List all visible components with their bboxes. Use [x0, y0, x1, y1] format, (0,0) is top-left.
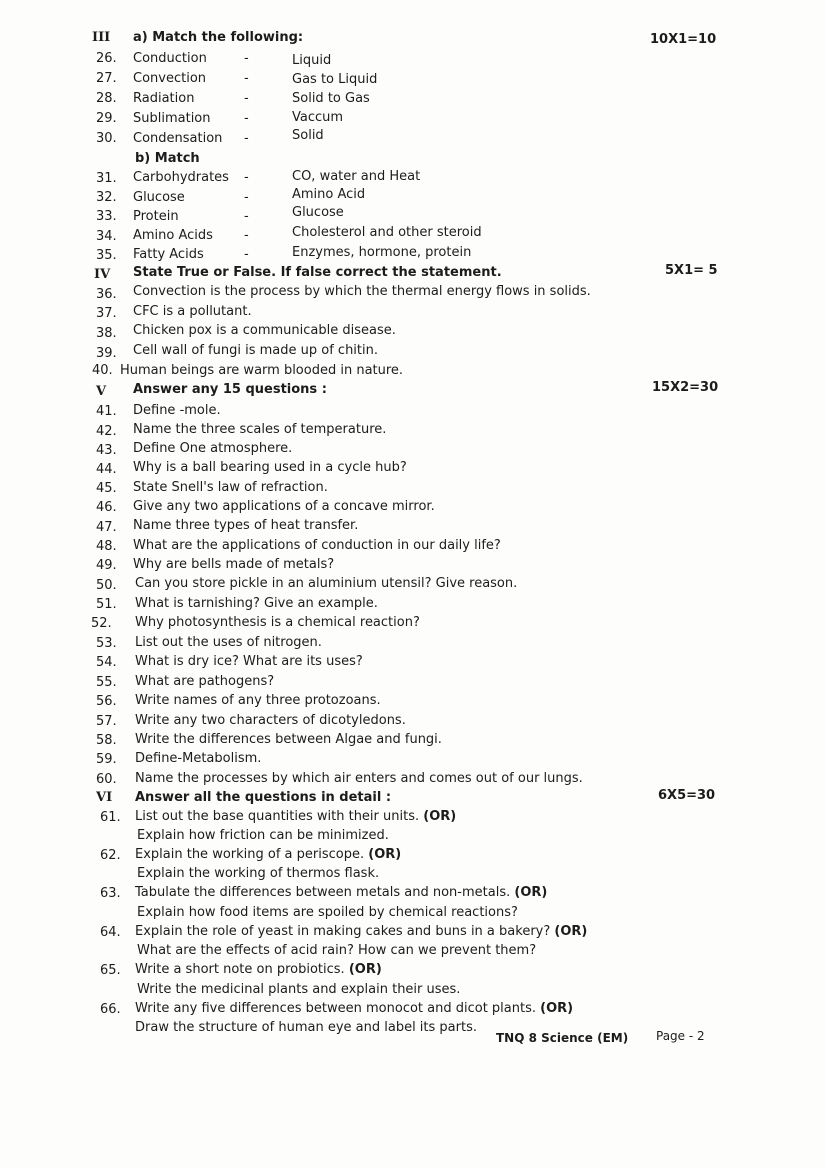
question-option-a: Write any five differences between monocot and dicot plants. (OR)	[135, 1001, 574, 1016]
question-text: Write the differences between Algae and fungi.	[135, 732, 442, 747]
match-right: CO, water and Heat	[292, 169, 421, 184]
question-text: Why photosynthesis is a chemical reaction?	[135, 615, 420, 630]
match-left: Convection	[133, 71, 207, 86]
match-dash: -	[244, 71, 249, 86]
question-number: 46.	[96, 500, 117, 515]
question-number: 55.	[96, 675, 117, 690]
question-text: Name the processes by which air enters and comes out of our lungs.	[135, 771, 583, 786]
question-number: 58.	[96, 733, 117, 748]
question-number: 63.	[100, 886, 121, 901]
question-text: Name three types of heat transfer.	[133, 518, 359, 533]
question-number: 30.	[96, 131, 117, 146]
question-text: What are pathogens?	[135, 674, 275, 689]
question-number: 40.	[92, 363, 113, 378]
question-number: 59.	[96, 752, 117, 767]
question-number: 43.	[96, 443, 117, 458]
question-number: 50.	[96, 578, 117, 593]
footer-label: TNQ 8 Science (EM)	[496, 1031, 629, 1045]
match-left: Radiation	[133, 91, 195, 106]
match-right: Enzymes, hormone, protein	[292, 245, 472, 260]
or-label: (OR)	[348, 962, 382, 977]
question-number: 44.	[96, 462, 117, 477]
match-left: Protein	[133, 209, 179, 224]
match-right: Solid	[292, 128, 324, 143]
question-number: 53.	[96, 636, 117, 651]
match-left: Fatty Acids	[133, 247, 204, 262]
question-number: 35.	[96, 248, 117, 263]
question-number: 66.	[100, 1002, 121, 1017]
question-text: Why are bells made of metals?	[133, 557, 335, 572]
page-number: Page - 2	[656, 1029, 705, 1043]
question-number: 41.	[96, 404, 117, 419]
question-option-b: Explain how food items are spoiled by chemical reactions?	[137, 905, 518, 920]
match-dash: -	[244, 131, 249, 146]
match-right: Solid to Gas	[292, 91, 370, 106]
match-dash: -	[244, 51, 249, 66]
question-text: What is dry ice? What are its uses?	[135, 654, 363, 669]
match-dash: -	[244, 91, 249, 106]
or-label: (OR)	[514, 885, 548, 900]
question-number: 28.	[96, 91, 117, 106]
question-number: 48.	[96, 539, 117, 554]
question-text: Define -mole.	[133, 403, 221, 418]
question-number: 62.	[100, 848, 121, 863]
section-IV-heading: State True or False. If false correct the statement.	[133, 265, 502, 280]
question-number: 60.	[96, 772, 117, 787]
question-number: 64.	[100, 925, 121, 940]
question-option-b: What are the effects of acid rain? How can we prevent them?	[137, 943, 537, 958]
question-text: Convection is the process by which the thermal energy flows in solids.	[133, 284, 591, 299]
question-text: Can you store pickle in an aluminium utensil? Give reason.	[135, 576, 518, 591]
question-text: Write any two characters of dicotyledons.	[135, 713, 406, 728]
question-text: Name the three scales of temperature.	[133, 422, 387, 437]
question-text: Define One atmosphere.	[133, 441, 293, 456]
question-option-b: Draw the structure of human eye and label its parts.	[135, 1020, 477, 1035]
section-V-marks: 15X2=30	[652, 380, 719, 395]
section-III-roman: III	[92, 30, 111, 45]
question-text: Define-Metabolism.	[135, 751, 262, 766]
section-III-heading: a) Match the following:	[133, 30, 304, 45]
question-number: 32.	[96, 190, 117, 205]
question-option-b: Explain the working of thermos flask.	[137, 866, 380, 881]
match-left: Glucose	[133, 190, 185, 205]
match-right: Amino Acid	[292, 187, 366, 202]
question-number: 49.	[96, 558, 117, 573]
question-text: Cell wall of fungi is made up of chitin.	[133, 343, 378, 358]
question-option-a: Explain the role of yeast in making cakes and buns in a bakery? (OR)	[135, 924, 588, 939]
question-option-a: List out the base quantities with their units. (OR)	[135, 809, 457, 824]
or-label: (OR)	[554, 924, 588, 939]
question-number: 34.	[96, 229, 117, 244]
question-number: 37.	[96, 306, 117, 321]
question-number: 26.	[96, 51, 117, 66]
match-left: Condensation	[133, 131, 223, 146]
question-text: State Snell's law of refraction.	[133, 480, 328, 495]
section-VI-roman: VI	[96, 790, 113, 805]
question-number: 56.	[96, 694, 117, 709]
question-text: Write names of any three protozoans.	[135, 693, 381, 708]
question-number: 31.	[96, 171, 117, 186]
match-right: Cholesterol and other steroid	[292, 225, 482, 240]
match-dash: -	[244, 228, 249, 243]
question-number: 54.	[96, 655, 117, 670]
match-right: Liquid	[292, 53, 332, 68]
question-option-a: Write a short note on probiotics. (OR)	[135, 962, 382, 977]
question-number: 29.	[96, 111, 117, 126]
section-III-b-heading: b) Match	[135, 151, 200, 166]
question-number: 52.	[91, 616, 112, 631]
match-dash: -	[244, 190, 249, 205]
match-dash: -	[244, 209, 249, 224]
question-number: 38.	[96, 326, 117, 341]
question-text: CFC is a pollutant.	[133, 304, 252, 319]
question-text: Why is a ball bearing used in a cycle hub?	[133, 460, 407, 475]
match-dash: -	[244, 247, 249, 262]
match-left: Conduction	[133, 51, 207, 66]
question-text: What is tarnishing? Give an example.	[135, 596, 378, 611]
match-right: Vaccum	[292, 110, 344, 125]
question-number: 27.	[96, 71, 117, 86]
question-number: 57.	[96, 714, 117, 729]
match-dash: -	[244, 111, 249, 126]
match-right: Glucose	[292, 205, 344, 220]
or-label: (OR)	[423, 809, 457, 824]
section-VI-heading: Answer all the questions in detail :	[135, 790, 392, 805]
section-V-roman: V	[96, 384, 107, 399]
question-number: 39.	[96, 346, 117, 361]
question-number: 33.	[96, 209, 117, 224]
question-number: 45.	[96, 481, 117, 496]
question-number: 47.	[96, 520, 117, 535]
question-option-a: Explain the working of a periscope. (OR)	[135, 847, 402, 862]
question-text: List out the uses of nitrogen.	[135, 635, 322, 650]
question-number: 65.	[100, 963, 121, 978]
section-V-heading: Answer any 15 questions :	[133, 382, 327, 397]
or-label: (OR)	[368, 847, 402, 862]
question-text: Chicken pox is a communicable disease.	[133, 323, 396, 338]
or-label: (OR)	[540, 1001, 574, 1016]
section-III-marks: 10X1=10	[650, 32, 717, 47]
section-IV-roman: IV	[94, 267, 111, 282]
question-number: 61.	[100, 810, 121, 825]
question-text: What are the applications of conduction in our daily life?	[133, 538, 501, 553]
match-right: Gas to Liquid	[292, 72, 378, 87]
question-text: Give any two applications of a concave mirror.	[133, 499, 435, 514]
question-option-a: Tabulate the differences between metals and non-metals. (OR)	[135, 885, 548, 900]
question-number: 36.	[96, 287, 117, 302]
question-number: 51.	[96, 597, 117, 612]
question-option-b: Write the medicinal plants and explain their uses.	[137, 982, 461, 997]
match-dash: -	[244, 170, 249, 185]
match-left: Amino Acids	[133, 228, 213, 243]
question-option-b: Explain how friction can be minimized.	[137, 828, 389, 843]
section-IV-marks: 5X1= 5	[665, 263, 718, 278]
section-VI-marks: 6X5=30	[658, 788, 716, 803]
question-number: 42.	[96, 424, 117, 439]
match-left: Sublimation	[133, 111, 211, 126]
match-left: Carbohydrates	[133, 170, 229, 185]
question-text: Human beings are warm blooded in nature.	[120, 363, 404, 378]
